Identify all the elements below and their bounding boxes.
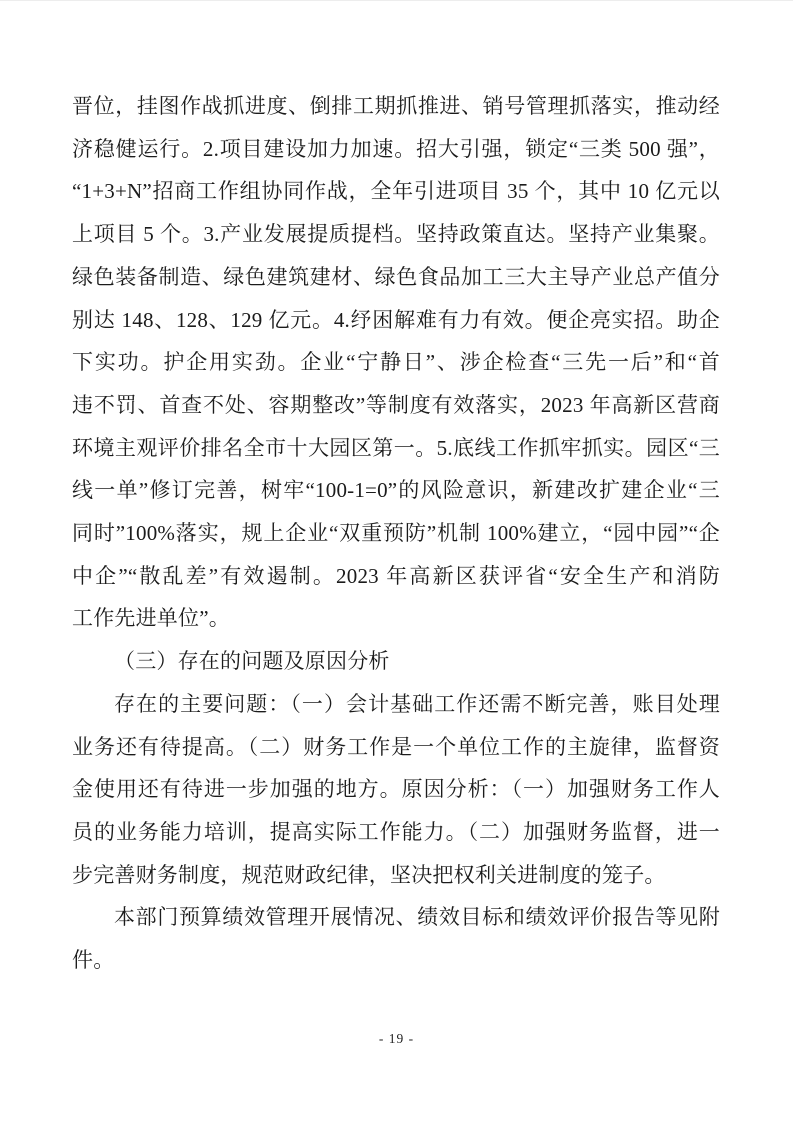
text-line: 同时”100%落实，规上企业“双重预防”机制 100%建立，“园中园”“企 [72,521,720,546]
para-problems-analysis [72,683,720,897]
text-line: （三）存在的问题及原因分析 [114,649,390,674]
text-line: 违不罚、首查不处、容期整改”等制度有效落实，2023 年高新区营商 [72,392,720,417]
text-line: 线一单”修订完善，树牢“100-1=0”的风险意识，新建改扩建企业“三 [72,478,720,503]
text-line: 存在的主要问题：（一）会计基础工作还需不断完善，账目处理 [114,691,720,716]
text-line: 工作先进单位”。 [72,606,230,631]
page-number: - 19 - [378,1031,415,1046]
para-attachment-note [72,896,720,981]
text-line: 别达 148、128、129 亿元。4.纾困解难有力有效。便企亮实招。助企 [72,307,720,332]
text-line: 业务还有待提高。（二）财务工作是一个单位工作的主旋律，监督资 [72,734,720,759]
text-line: 环境主观评价排名全市十大园区第一。5.底线工作抓牢抓实。园区“三 [72,435,720,460]
text-line: 绿色装备制造、绿色建筑建材、绿色食品加工三大主导产业总产值分 [72,264,720,289]
text-line: 济稳健运行。2.项目建设加力加速。招大引强，锁定“三类 500 强”， [72,136,720,161]
text-line: 中企”“散乱差”有效遏制。2023 年高新区获评省“安全生产和消防 [72,563,720,588]
para-work-summary-continuation [72,85,720,640]
document-body [72,85,720,982]
text-line: 金使用还有待进一步加强的地方。原因分析：（一）加强财务工作人 [72,777,720,802]
text-line: 下实功。护企用实劲。企业“宁静日”、涉企检查“三先一后”和“首 [72,350,720,375]
text-line: “1+3+N”招商工作组协同作战，全年引进项目 35 个，其中 10 亿元以 [72,179,720,204]
text-line: 上项目 5 个。3.产业发展提质提档。坚持政策直达。坚持产业集聚。 [72,222,720,247]
text-line: 本部门预算绩效管理开展情况、绩效目标和绩效评价报告等见附 [114,905,720,930]
para-heading-problems-and-causes [72,640,720,683]
text-line: 员的业务能力培训，提高实际工作能力。（二）加强财务监督，进一 [72,819,720,844]
text-line: 件。 [72,948,115,973]
text-line: 晋位，挂图作战抓进度、倒排工期抓推进、销号管理抓落实，推动经 [72,94,720,118]
text-line: 步完善财务制度，规范财政纪律，坚决把权利关进制度的笼子。 [72,862,666,887]
